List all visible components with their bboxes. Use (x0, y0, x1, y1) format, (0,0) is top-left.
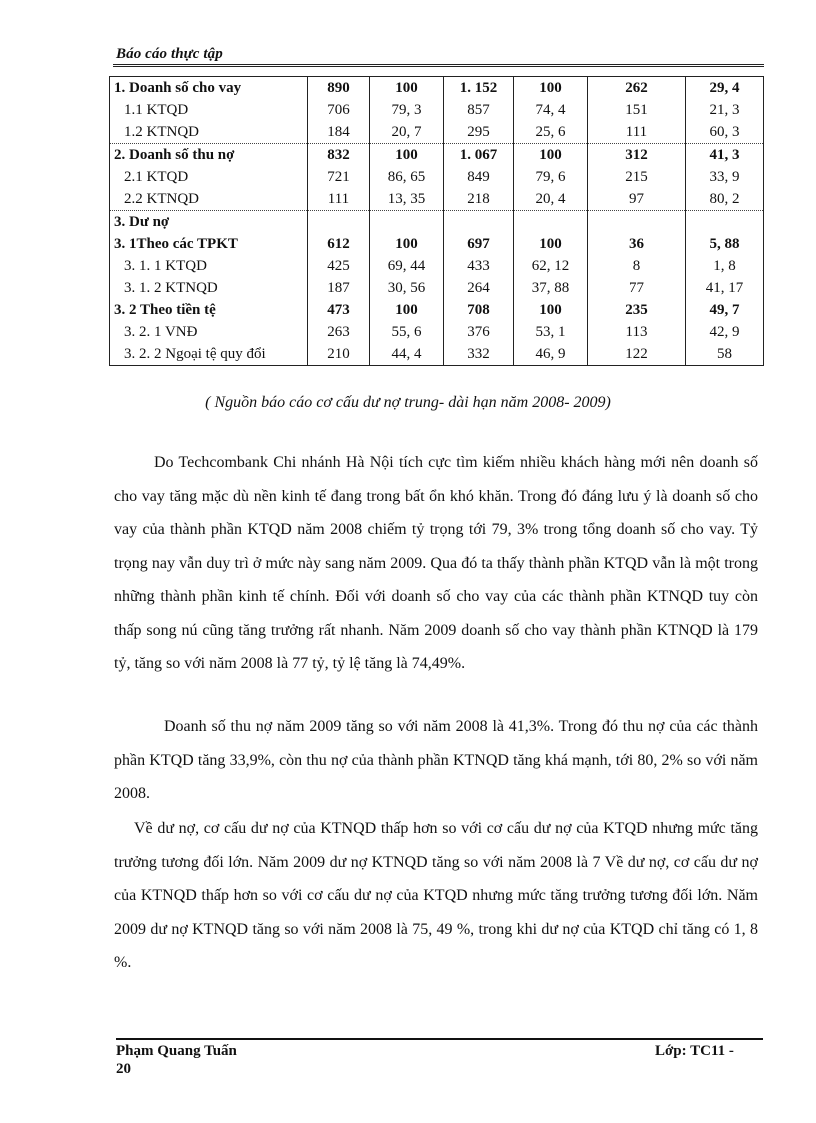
table-cell: 36 (588, 233, 686, 255)
table-cell: 100 (514, 144, 588, 167)
table-cell: 20, 4 (514, 188, 588, 211)
table-cell: 41, 17 (686, 277, 764, 299)
table-row (110, 121, 764, 144)
table-cell: 79, 3 (370, 99, 444, 121)
table-row (110, 299, 764, 321)
table-cell: 100 (370, 233, 444, 255)
table-cell: 890 (308, 77, 370, 100)
header-rule (113, 64, 764, 67)
table-cell (444, 211, 514, 234)
table-row (110, 277, 764, 299)
table-cell: 58 (686, 343, 764, 366)
row-label: 1.2 KTNQD (110, 121, 308, 144)
row-label: 3. 1Theo các TPKT (110, 233, 308, 255)
table-cell: 473 (308, 299, 370, 321)
statistics-table (109, 76, 764, 366)
table-cell: 69, 44 (370, 255, 444, 277)
table-cell: 332 (444, 343, 514, 366)
table-cell: 262 (588, 77, 686, 100)
footer-class: Lớp: TC11 - (655, 1043, 734, 1059)
table-cell: 849 (444, 166, 514, 188)
row-label: 3. 1. 2 KTNQD (110, 277, 308, 299)
table-cell: 264 (444, 277, 514, 299)
table-cell: 111 (308, 188, 370, 211)
table-cell: 33, 9 (686, 166, 764, 188)
table-cell: 55, 6 (370, 321, 444, 343)
table-cell: 151 (588, 99, 686, 121)
footer-rule (116, 1038, 763, 1040)
table-cell: 721 (308, 166, 370, 188)
table-row (110, 166, 764, 188)
table-cell: 376 (444, 321, 514, 343)
paragraph-3: Về dư nợ, cơ cấu dư nợ của KTNQD thấp hơn so với cơ cấu dư nợ của KTQD nhưng mức tăng trưởng tương đối lớn. Năm 2009 dư nợ KTNQD tăng so với năm 2008 là 7 Về dư nợ, cơ cấu dư nợ của KTNQD thấp hơn so với cơ cấu dư nợ của KTQD nhưng mức tăng trưởng tương đối lớn. Năm 2009 dư nợ KTNQD tăng so với năm 2008 là 75, 49 %, trong khi dư nợ của KTQD chỉ tăng có 1, 8 %. (114, 820, 758, 971)
table-cell: 86, 65 (370, 166, 444, 188)
table-cell: 21, 3 (686, 99, 764, 121)
table-cell: 8 (588, 255, 686, 277)
table-cell (588, 211, 686, 234)
table-cell: 37, 88 (514, 277, 588, 299)
table-cell: 215 (588, 166, 686, 188)
table-cell: 100 (514, 233, 588, 255)
table-row (110, 77, 764, 100)
table-cell: 612 (308, 233, 370, 255)
table-cell: 1, 8 (686, 255, 764, 277)
header-title: Báo cáo thực tập (116, 46, 223, 62)
table-cell: 79, 6 (514, 166, 588, 188)
paragraph-2: Doanh số thu nợ năm 2009 tăng so với năm 2008 là 41,3%. Trong đó thu nợ của các thành phần KTQD tăng 33,9%, còn thu nợ của thành phần KTNQD tăng khá mạnh, tới 80, 2% so với năm 2008. (114, 718, 758, 802)
table-cell: 708 (444, 299, 514, 321)
row-label: 1. Doanh số cho vay (110, 77, 308, 100)
table-cell: 62, 12 (514, 255, 588, 277)
table-row (110, 321, 764, 343)
table-cell: 25, 6 (514, 121, 588, 144)
table-cell: 122 (588, 343, 686, 366)
table-cell: 100 (370, 299, 444, 321)
table-cell (308, 211, 370, 234)
paragraph-1: Do Techcombank Chi nhánh Hà Nội tích cực tìm kiếm nhiều khách hàng mới nên doanh số cho vay tăng mặc dù nền kinh tế đang trong bất ổn khó khăn. Trong đó đáng lưu ý là doanh số cho vay của thành phần KTQD năm 2008 chiếm tỷ trọng tới 79, 3% trong tổng doanh số cho vay. Tỷ trọng nay vẫn duy trì ở mức này sang năm 2009. Qua đó ta thấy thành phần KTQD vẫn là một trong những thành phần kinh tế chính. Đối với doanh số cho vay của các thành phần KTNQD tuy còn thấp song nú cũng tăng trưởng rất nhanh. Năm 2009 doanh số cho vay thành phần KTNQD là 179 tỷ, tăng so với năm 2008 là 77 tỷ, tỷ lệ tăng là 74,49%. (114, 454, 758, 672)
table-cell: 20, 7 (370, 121, 444, 144)
table-cell: 100 (370, 144, 444, 167)
table-cell (514, 211, 588, 234)
table-cell: 30, 56 (370, 277, 444, 299)
table-row (110, 144, 764, 167)
table-cell: 100 (514, 299, 588, 321)
row-label: 3. Dư nợ (110, 211, 308, 234)
table-cell: 41, 3 (686, 144, 764, 167)
table-cell: 5, 88 (686, 233, 764, 255)
row-label: 3. 2. 1 VNĐ (110, 321, 308, 343)
table-cell: 312 (588, 144, 686, 167)
row-label: 3. 1. 1 KTQD (110, 255, 308, 277)
table-cell: 53, 1 (514, 321, 588, 343)
table-cell: 44, 4 (370, 343, 444, 366)
table-cell: 235 (588, 299, 686, 321)
table-cell: 187 (308, 277, 370, 299)
table-row (110, 233, 764, 255)
table-cell: 263 (308, 321, 370, 343)
row-label: 2. Doanh số thu nợ (110, 144, 308, 167)
table-cell: 1. 152 (444, 77, 514, 100)
table-cell: 80, 2 (686, 188, 764, 211)
table-cell: 433 (444, 255, 514, 277)
table-row (110, 211, 764, 234)
row-label: 3. 2 Theo tiền tệ (110, 299, 308, 321)
table-cell: 425 (308, 255, 370, 277)
table-cell: 74, 4 (514, 99, 588, 121)
table-cell: 60, 3 (686, 121, 764, 144)
row-label: 2.1 KTQD (110, 166, 308, 188)
table-cell: 697 (444, 233, 514, 255)
table-cell: 1. 067 (444, 144, 514, 167)
table-cell: 857 (444, 99, 514, 121)
table-cell: 46, 9 (514, 343, 588, 366)
table-row (110, 255, 764, 277)
table-row (110, 99, 764, 121)
row-label: 1.1 KTQD (110, 99, 308, 121)
table-cell: 706 (308, 99, 370, 121)
table-cell: 29, 4 (686, 77, 764, 100)
table-cell: 832 (308, 144, 370, 167)
table-cell: 295 (444, 121, 514, 144)
table-caption: ( Nguồn báo cáo cơ cấu dư nợ trung- dài hạn năm 2008- 2009) (205, 394, 611, 411)
table-cell: 13, 35 (370, 188, 444, 211)
table-row (110, 188, 764, 211)
footer-author: Phạm Quang Tuấn (116, 1043, 237, 1059)
table-cell: 210 (308, 343, 370, 366)
table-cell: 49, 7 (686, 299, 764, 321)
table-cell: 97 (588, 188, 686, 211)
table-cell: 218 (444, 188, 514, 211)
table-cell (686, 211, 764, 234)
page-number: 20 (116, 1061, 131, 1077)
table-cell: 42, 9 (686, 321, 764, 343)
table-cell: 184 (308, 121, 370, 144)
table-cell: 113 (588, 321, 686, 343)
row-label: 2.2 KTNQD (110, 188, 308, 211)
table-cell: 100 (514, 77, 588, 100)
table-cell (370, 211, 444, 234)
table-body (110, 77, 764, 366)
table-cell: 77 (588, 277, 686, 299)
row-label: 3. 2. 2 Ngoại tệ quy đổi (110, 343, 308, 366)
table-cell: 111 (588, 121, 686, 144)
table-cell: 100 (370, 77, 444, 100)
table-row (110, 343, 764, 366)
